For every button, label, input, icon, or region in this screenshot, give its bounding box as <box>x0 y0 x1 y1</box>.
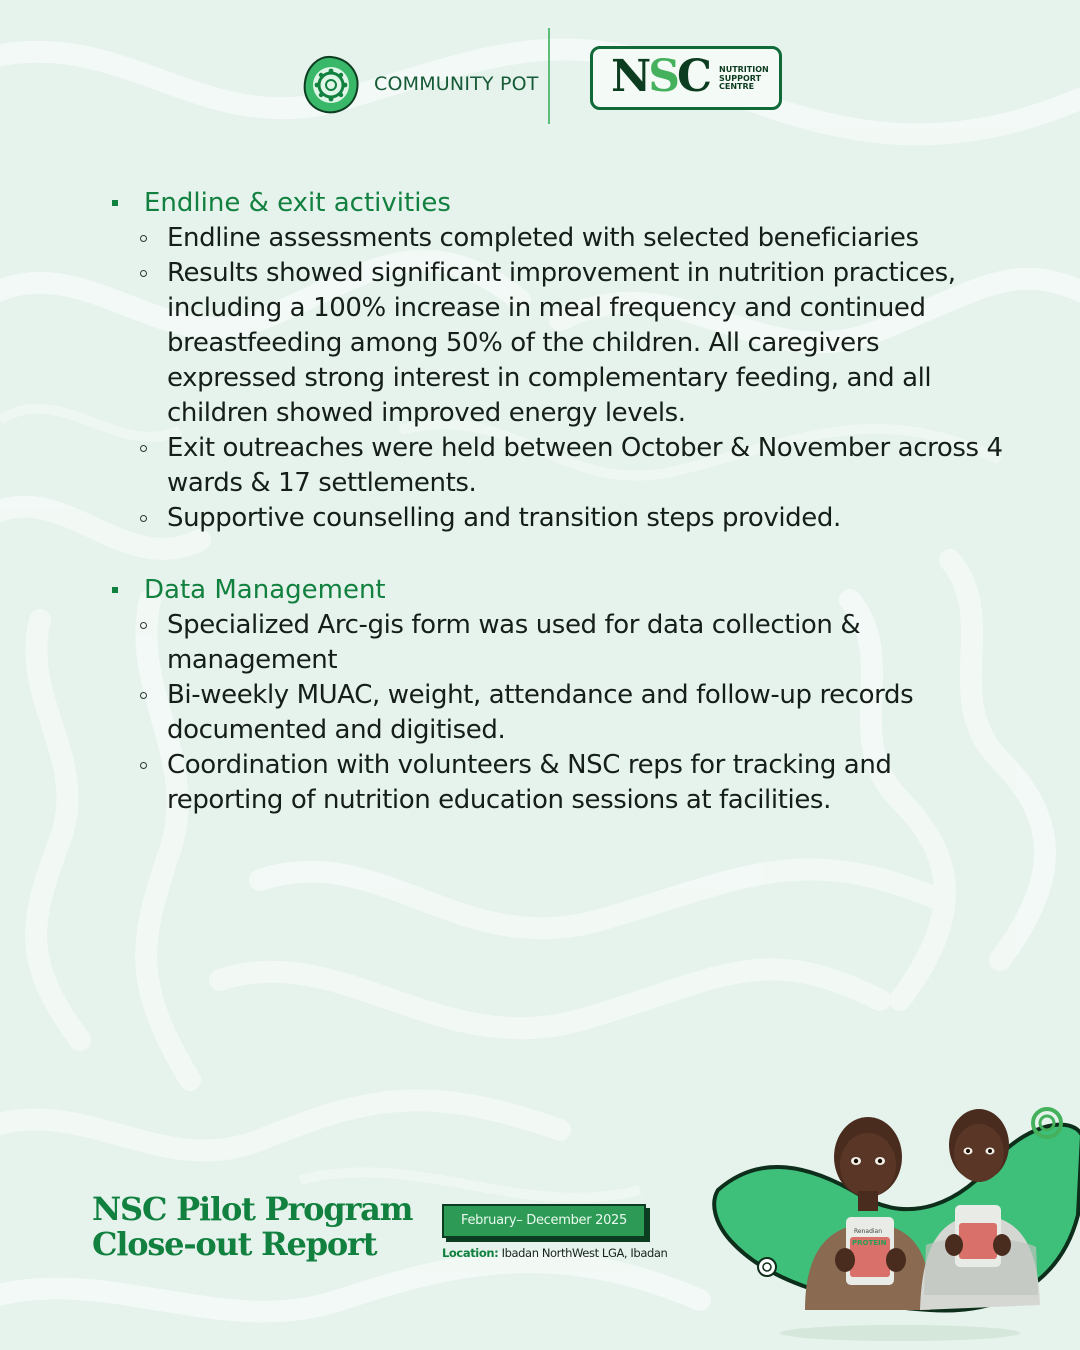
list-item <box>110 748 1010 818</box>
date-range-badge: February– December 2025 <box>442 1204 646 1238</box>
section-endline-exit <box>110 186 1010 536</box>
nsc-logo-letters <box>611 51 709 102</box>
list-item-text: Results showed significant improvement in nutrition practices, including a 100% increase in meal frequency and continued breastfeeding among 50% of the children. All caregivers expressed strong interest in complementary feeding, and all children showed improved energy levels. <box>167 258 956 428</box>
nsc-subtitle-line: NUTRITION <box>719 65 769 74</box>
community-pot-logo-icon <box>300 54 362 116</box>
list-item <box>110 221 1010 256</box>
children-photo-illustration <box>700 1095 1080 1350</box>
community-pot-name: COMMUNITY POT <box>374 73 539 95</box>
list-item-text: Supportive counselling and transition steps provided. <box>167 503 841 533</box>
section-title <box>110 573 1010 608</box>
circle-bullet-icon <box>140 622 147 629</box>
list-item-text: Coordination with volunteers & NSC reps for tracking and reporting of nutrition education sessions at facilities. <box>167 750 892 815</box>
list-item-text: Exit outreaches were held between October & November across 4 wards & 17 settlements. <box>167 433 1003 498</box>
list-item <box>110 501 1010 536</box>
nsc-subtitle-line: SUPPORT <box>719 73 762 83</box>
report-content <box>110 186 1010 855</box>
section-title <box>110 186 1010 221</box>
circle-bullet-icon <box>140 445 147 452</box>
list-item-text: Bi-weekly MUAC, weight, attendance and follow-up records documented and digitised. <box>167 680 914 745</box>
list-item <box>110 678 1010 748</box>
circle-bullet-icon <box>140 270 147 277</box>
circle-bullet-icon <box>140 235 147 242</box>
nsc-logo-letter: C <box>677 51 710 102</box>
section-data-management <box>110 573 1010 818</box>
package-brand-text: Renadian <box>854 1228 883 1235</box>
circle-bullet-icon <box>140 692 147 699</box>
report-title <box>92 1192 412 1262</box>
report-title-line: Close-out Report <box>92 1225 377 1263</box>
nsc-logo-subtitle <box>719 66 769 92</box>
location-line <box>442 1246 667 1260</box>
section-title-text: Data Management <box>144 575 386 605</box>
location-label: Location: <box>442 1246 499 1260</box>
nsc-logo-letter: S <box>648 51 677 102</box>
header-divider <box>548 28 550 124</box>
section-title-text: Endline & exit activities <box>144 188 451 218</box>
nsc-subtitle-line: CENTRE <box>719 82 755 91</box>
report-title-line: NSC Pilot Program <box>92 1190 413 1228</box>
circle-bullet-icon <box>140 762 147 769</box>
list-item-text: Specialized Arc-gis form was used for data collection & management <box>167 610 861 675</box>
list-item <box>110 256 1010 431</box>
list-item-text: Endline assessments completed with selected beneficiaries <box>167 223 919 253</box>
header <box>0 28 1080 128</box>
square-bullet-icon <box>112 200 118 206</box>
list-item <box>110 608 1010 678</box>
bullet-list <box>110 221 1010 536</box>
list-item <box>110 431 1010 501</box>
nsc-logo <box>590 46 782 110</box>
nsc-logo-letter: N <box>611 51 649 102</box>
package-label-text: PROTEIN <box>852 1239 887 1247</box>
location-value: Ibadan NorthWest LGA, Ibadan <box>501 1246 668 1260</box>
square-bullet-icon <box>112 587 118 593</box>
circle-bullet-icon <box>140 515 147 522</box>
bullet-list <box>110 608 1010 818</box>
